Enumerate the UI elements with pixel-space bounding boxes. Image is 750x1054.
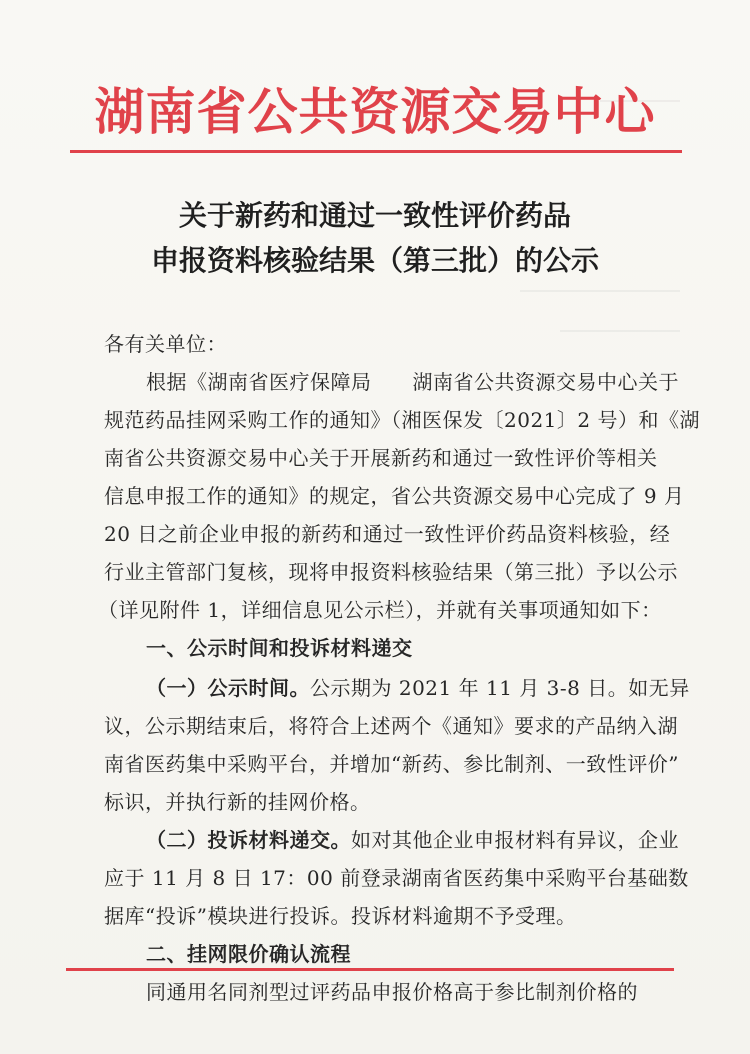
- section-heading-1: 一、公示时间和投诉材料递交: [146, 636, 413, 660]
- salutation: 各有关单位：: [104, 332, 227, 356]
- item-text: 公示期为 2021 年 11 月 3-8 日。如无异: [310, 676, 690, 700]
- paragraph-line: 南省医药集中采购平台，并增加“新药、参比制剂、一致性评价”: [104, 752, 679, 776]
- item-text: 如对其他企业申报材料有异议，企业: [351, 828, 679, 852]
- paragraph-line: 信息申报工作的通知》的规定，省公共资源交易中心完成了 9 月: [104, 484, 685, 508]
- paragraph-line: 据库“投诉”模块进行投诉。投诉材料逾期不予受理。: [104, 904, 577, 928]
- letterhead-divider: [70, 150, 682, 153]
- item-label: （一）公示时间。: [146, 676, 310, 700]
- paragraph-line: [146, 674, 690, 702]
- paragraph-line: 20 日之前企业申报的新药和通过一致性评价药品资料核验，经: [104, 522, 671, 546]
- paragraph-line: 议，公示期结束后，将符合上述两个《通知》要求的产品纳入湖: [104, 714, 678, 738]
- paragraph-line: 行业主管部门复核，现将申报资料核验结果（第三批）予以公示: [104, 560, 678, 584]
- organization-letterhead: 湖南省公共资源交易中心: [94, 83, 656, 141]
- footer-divider: [66, 968, 674, 971]
- bleed-mark: [520, 290, 680, 292]
- document-title-line-1: 关于新药和通过一致性评价药品: [178, 199, 571, 232]
- document-title-line-2: 申报资料核验结果（第三批）的公示: [150, 244, 599, 277]
- paragraph-line: 南省公共资源交易中心关于开展新药和通过一致性评价等相关: [104, 446, 658, 470]
- paragraph-line: 应于 11 月 8 日 17：00 前登录湖南省医药集中采购平台基础数: [104, 866, 689, 890]
- paragraph-line: 根据《湖南省医疗保障局 湖南省公共资源交易中心关于: [146, 370, 679, 394]
- paragraph-line: 标识，并执行新的挂网价格。: [104, 790, 371, 814]
- paragraph-line: 规范药品挂网采购工作的通知》（湘医保发〔2021〕2 号）和《湖: [104, 408, 700, 432]
- item-label: （二）投诉材料递交。: [146, 828, 351, 852]
- paragraph-line: 同通用名同剂型过评药品申报价格高于参比制剂价格的: [146, 980, 638, 1004]
- paragraph-line: [146, 826, 679, 854]
- section-heading-2: 二、挂网限价确认流程: [146, 942, 351, 966]
- paragraph-line: （详见附件 1，详细信息见公示栏），并就有关事项通知如下：: [98, 598, 662, 622]
